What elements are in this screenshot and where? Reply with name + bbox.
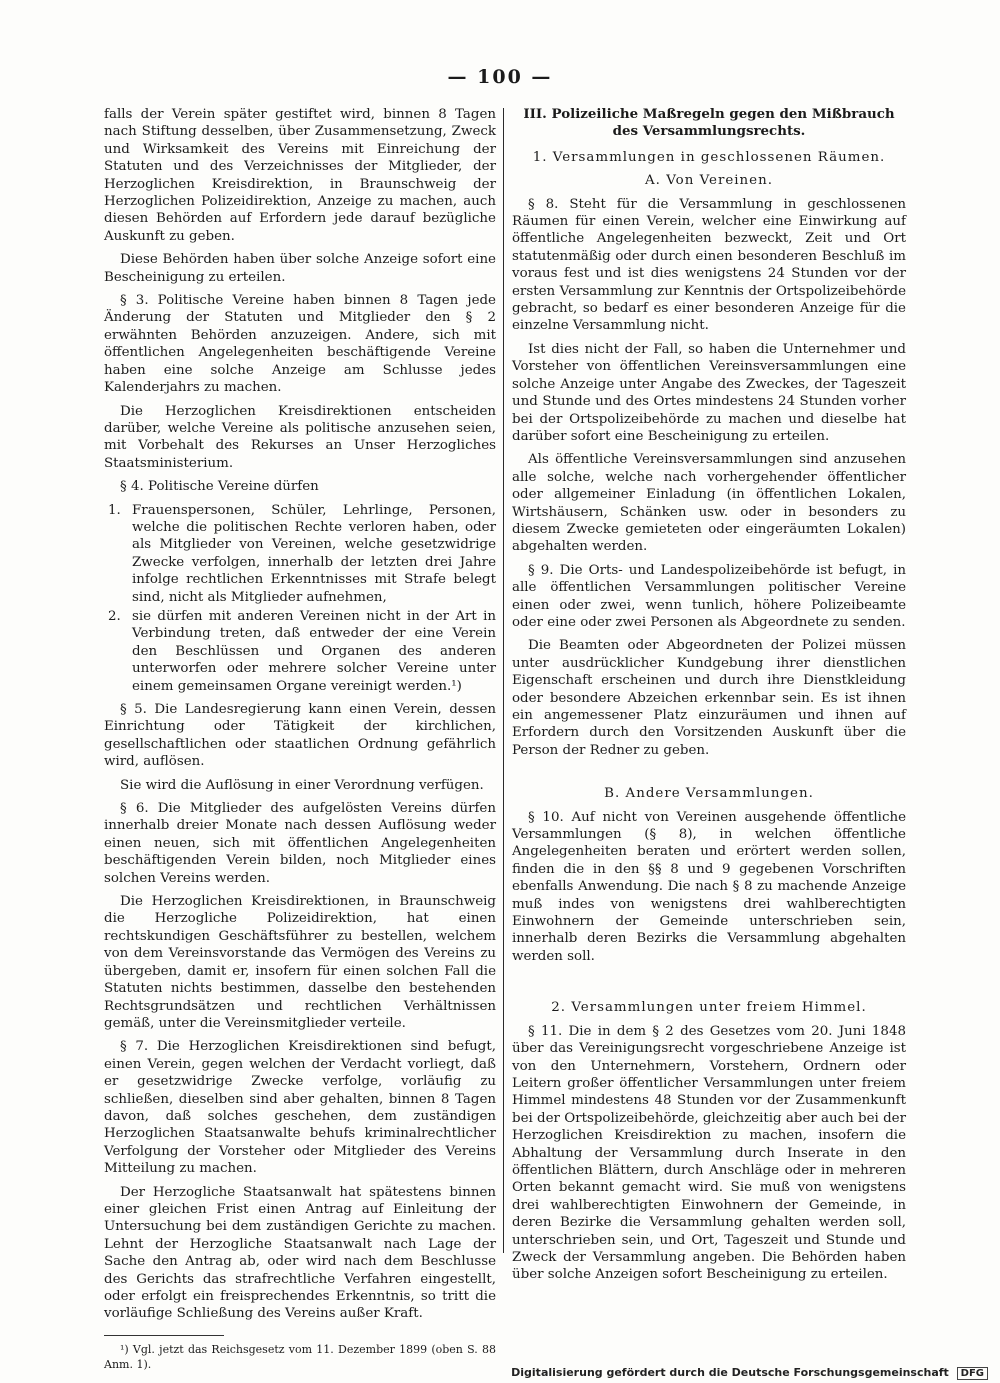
section-4: § 4. Politische Vereine dürfen — [120, 479, 319, 495]
section-10: § 10. Auf nicht von Vereinen ausgehende öffentliche Versammlungen (§ 8), in welchen öffentliche Angelegenheiten beraten und erörtert werden sollen, finden die in den §§ 8 und 9 gegebenen Vorschriften ebenfalls Anwendung. Die nach § 8 zu machende Anzeige muß indes von wenigstens drei wahlberechtigten Einwohnern der Gemeinde unterschrieben sein, innerhalb deren Bezirks die Versammlung abgehalten werden soll. — [512, 809, 906, 964]
section-8-b: Ist dies nicht der Fall, so haben die Unternehmer und Vorsteher von öffentlichen Vereinsversammlungen eine solche Anzeige unter Angabe des Zweckes, der Tageszeit und Stunde und des Ortes mindestens 24 Stunden vorher bei der Ortspolizeibehörde zu machen und dieselbe hat darüber sofort eine Bescheinigung zu erteilen. — [512, 341, 906, 444]
paragraph-intro-2: Diese Behörden haben über solche Anzeige sofort eine Bescheinigung zu erteilen. — [104, 252, 496, 285]
section-5-b: Sie wird die Auflösung in einer Verordnung verfügen. — [120, 777, 484, 793]
section-6-b: Die Herzoglichen Kreisdirektionen, in Braunschweig die Herzogliche Polizeidirektion, hat einen rechtskundigen Geschäftsführer zu bestellen, welchem von dem Vereinsvorstande das Vermögen des Vereins zu übergeben, damit er, insofern für einen solchen Fall die Statuten nichts bestimmen, dasselbe den bestehenden Rechtsgrundsätzen und rechtlichen Verhältnissen gemäß, unter die Vereinsmitglieder verteile. — [104, 894, 496, 1031]
section-6: § 6. Die Mitglieder des aufgelösten Vereins dürfen innerhalb dreier Monate nach dessen Auflösung weder einen neuen, sich mit öffentlichen Angelegenheiten beschäftigenden Verein bilden, noch Mitglieder eines solchen Vereins werden. — [104, 801, 496, 886]
section-7-b: Der Herzogliche Staatsanwalt hat spätestens binnen einer gleichen Frist einen Antrag auf Einleitung der Untersuchung bei dem zuständigen Gerichte zu machen. Lehnt der Herzogliche Staatsanwalt nach Lage der Sache den Antrag ab, oder wird nach dem Beschlusse des Gerichts das strafrechtliche Verfahren eingestellt, oder erfolgt ein freisprechendes Erkenntnis, so tritt die vorläufige Schließung des Vereins außer Kraft. — [104, 1184, 496, 1322]
dfg-logo: DFG — [957, 1367, 988, 1380]
section-9: § 9. Die Orts- und Landespolizeibehörde ist befugt, in alle öffentlichen Versammlungen politischer Vereine einen oder zwei, wenn tunlich, höhere Polizeibeamte oder eine oder zwei Personen als Abgeordnete zu senden. — [512, 562, 906, 630]
section-8-c: Als öffentliche Vereinsversammlungen sind anzusehen alle solche, welche nach vorhergehender öffentlicher oder allgemeiner Einladung (in öffentlichen Lokalen, Wirtshäusern, Schänken usw. oder in besonders zu diesem Zwecke gemieteten oder eingeräumten Lokalen) abgehalten werden. — [512, 452, 906, 555]
footnote: ¹) Vgl. jetzt das Reichsgesetz vom 11. Dezember 1899 (oben S. 88 Anm. 1). — [104, 1342, 496, 1371]
section-8: § 8. Steht für die Versammlung in geschlossenen Räumen für einen Verein, welcher eine Einwirkung auf öffentliche Angelegenheiten bezweckt, Zeit und Ort statutenmäßig oder durch einen besonderen Beschluß im voraus fest und ist dies wenigstens 24 Stunden vor der ersten Versammlung zur Kenntnis der Ortspolizeibehörde gebracht, so bedarf es einer besonderen Anzeige für die einzelne Versammlung nicht. — [512, 196, 906, 334]
paragraph-intro: falls der Verein später gestiftet wird, binnen 8 Tagen nach Stiftung desselben, über Zusammensetzung, Zweck und Wirksamkeit des Vereins mit Einreichung der Statuten und des Verzeichnisses der Mitglieder, der Herzoglichen Kreisdirektion, in Braunschweig der Herzoglichen Polizeidirektion, Anzeige zu machen, auch diesen Behörden auf Erfordern jede darauf bezügliche Auskunft zu geben. — [104, 107, 496, 244]
section-5: § 5. Die Landesregierung kann einen Verein, dessen Einrichtung oder Tätigkeit der kirchlichen, gesellschaftlichen oder staatlichen Ordnung gefährlich wird, auflösen. — [104, 702, 496, 770]
chapter-heading: III. Polizeiliche Maßregeln gegen den Mißbrauch des Versammlungsrechts. — [523, 106, 895, 140]
subheading-from-associations: A. Von Vereinen. — [645, 173, 773, 189]
list-item-number: 2. — [108, 608, 121, 624]
footnote-rule — [104, 1335, 224, 1336]
section-3: § 3. Politische Vereine haben binnen 8 Tagen jede Änderung der Statuten und Mitglieder den § 2 erwähnten Behörden anzuzeigen. Andere, sich mit öffentlichen Angelegenheiten beschäftigende Vereine haben eine solche Anzeige am Schlusse jedes Kalenderjahrs zu machen. — [104, 293, 496, 396]
list-item-number: 1. — [108, 502, 121, 518]
subheading-closed-rooms: 1. Versammlungen in geschlossenen Räumen. — [532, 149, 886, 165]
list-item-text: sie dürfen mit anderen Vereinen nicht in der Art in Verbindung treten, daß entweder der eine Verein den Beschlüssen und Organen des anderen unterworfen oder mehrere solcher Vereine unter einem gemeinsamen Organe vereinigt werden.¹) — [132, 608, 496, 694]
column-divider — [503, 108, 504, 1253]
page-number: — 100 — — [447, 66, 553, 88]
section-9-b: Die Beamten oder Abgeordneten der Polizei müssen unter ausdrücklicher Kundgebung ihrer dienstlichen Eigenschaft erscheinen und durch ihre Dienstkleidung oder besondere Abzeichen erkennbar sein. Es ist ihnen ein angemessener Platz einzuräumen und ihnen auf Erfordern durch den Vorsitzenden Auskunft über die Person der Redner zu geben. — [512, 638, 906, 758]
credit-text: Digitalisierung gefördert durch die Deutsche Forschungsgemeinschaft — [511, 1366, 949, 1379]
section-7: § 7. Die Herzoglichen Kreisdirektionen sind befugt, einen Verein, gegen welchen der Verdacht vorliegt, daß er gesetzwidrige Zwecke verfolge, vorläufig zu schließen, dieselben sind aber gehalten, binnen 8 Tagen davon, daß solches geschehen, dem zuständigen Herzoglichen Staatsanwalte behufs kriminalrechtlicher Verfolgung der Vorsteher oder Mitglieder des Vereins Mitteilung zu machen. — [104, 1039, 496, 1177]
subheading-open-air: 2. Versammlungen unter freiem Himmel. — [551, 1000, 867, 1016]
section-3-b: Die Herzoglichen Kreisdirektionen entscheiden darüber, welche Vereine als politische anzusehen seien, mit Vorbehalt des Rekurses an Unser Herzogliches Staatsministerium. — [104, 403, 496, 471]
subheading-other-meetings: B. Andere Versammlungen. — [604, 786, 814, 802]
list-item — [104, 502, 496, 606]
section-11: § 11. Die in dem § 2 des Gesetzes vom 20. Juni 1848 über das Vereinigungsrecht vorgeschriebene Anzeige ist von den Unternehmern, Vorstehern, Ordnern oder Leitern großer öffentlicher Versammlungen unter freiem Himmel mindestens 48 Stunden vor der Zusammenkunft bei der Ortspolizeibehörde, gleichzeitig aber auch bei der Herzoglichen Kreisdirektion zu machen, insofern die Abhaltung der Versammlung durch Inserate in den öffentlichen Blättern, durch Anschläge oder in mehreren Orten bekannt gemacht wird. Sie muß von wenigstens drei wahlberechtigten Einwohnern der Gemeinde, in deren Bezirke die Versammlung gehalten werden soll, unterschrieben sein, und Ort, Tageszeit und Stunde und Zweck der Versammlung angeben. Die Behörden haben über solche Anzeigen sofort Bescheinigung zu erteilen. — [512, 1023, 906, 1283]
section-4-list — [104, 502, 496, 695]
list-item-text: Frauenspersonen, Schüler, Lehrlinge, Personen, welche die politischen Rechte verloren haben, oder als Mitglieder von Vereinen, welche gesetzwidrige Zwecke verfolgen, innerhalb der letzten drei Jahre infolge rechtlichen Erkenntnisses mit Strafe belegt sind, nicht als Mitglieder aufnehmen, — [132, 502, 496, 605]
left-column — [104, 106, 496, 1372]
list-item — [104, 608, 496, 695]
right-column — [512, 106, 906, 1290]
digitization-credit — [511, 1366, 988, 1380]
